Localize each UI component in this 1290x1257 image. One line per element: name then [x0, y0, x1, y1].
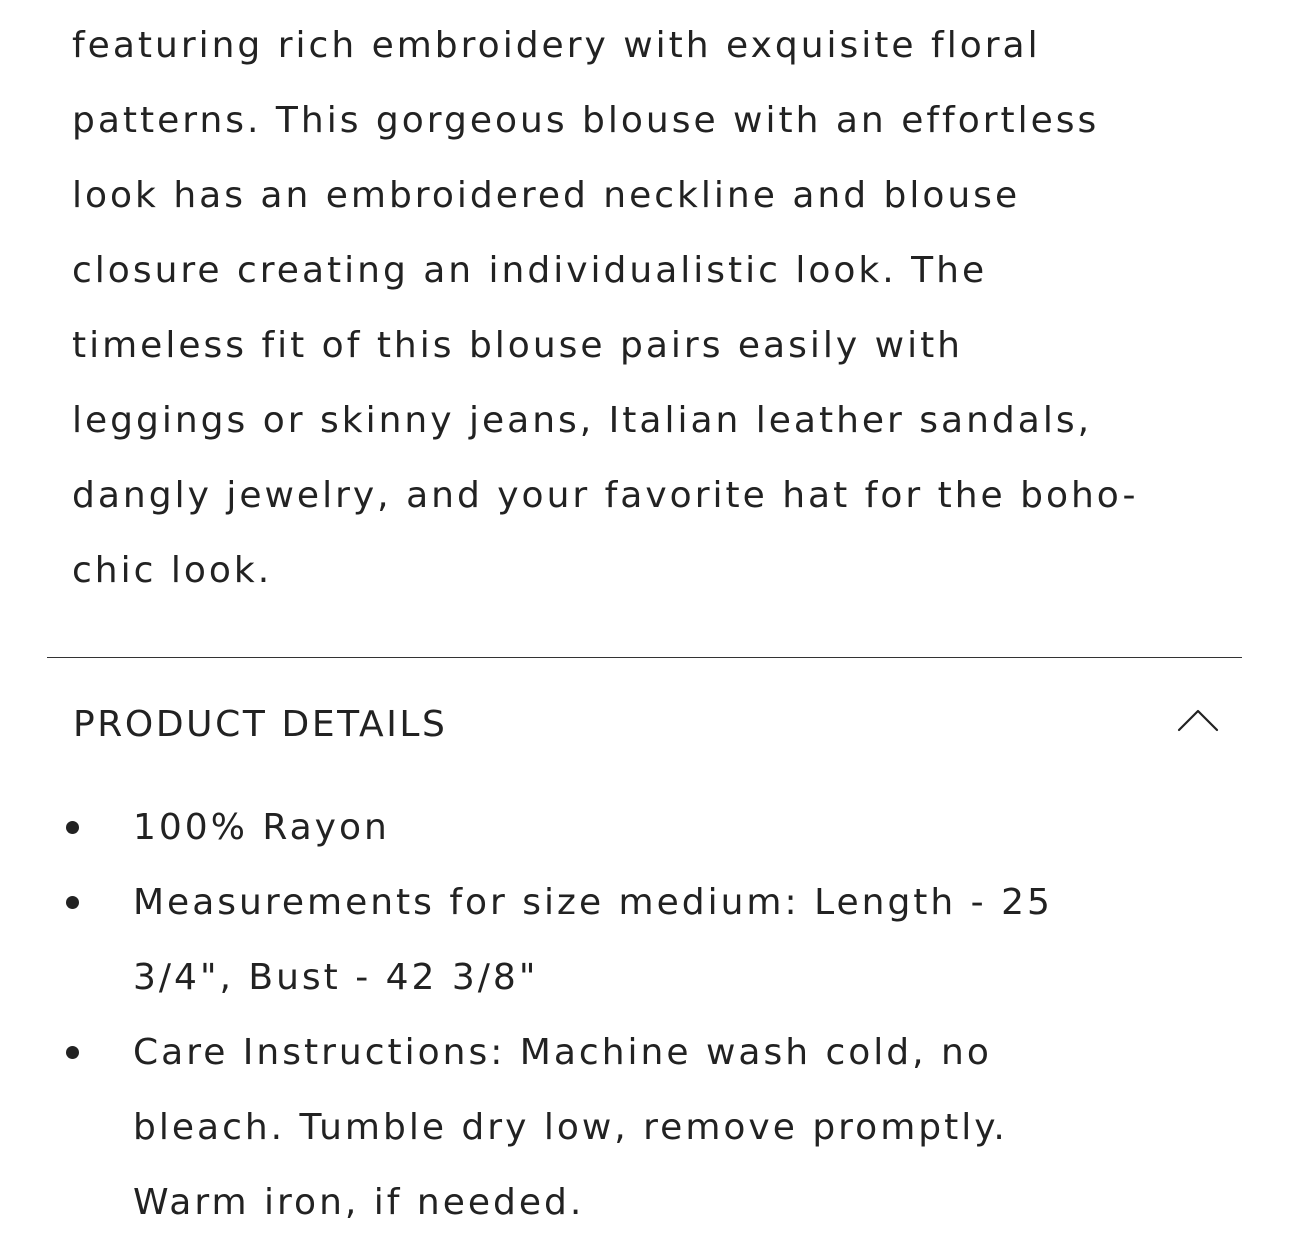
description-line: closure creating an individualistic look. The [72, 250, 988, 291]
product-details-title: PRODUCT DETAILS [73, 704, 448, 745]
description-line: featuring rich embroidery with exquisite floral [72, 25, 1041, 66]
bullet-icon [66, 1046, 79, 1059]
chevron-up-icon[interactable] [1175, 704, 1221, 734]
list-item [0, 1015, 1290, 1240]
list-item [0, 790, 1290, 865]
product-details-list [0, 790, 1290, 1240]
detail-text: Warm iron, if needed. [133, 1182, 585, 1223]
detail-text: 3/4", Bust - 42 3/8" [133, 957, 539, 998]
description-line: look has an embroidered neckline and blouse [72, 175, 1021, 216]
detail-text: Care Instructions: Machine wash cold, no [133, 1032, 992, 1073]
detail-text: bleach. Tumble dry low, remove promptly. [133, 1107, 1008, 1148]
description-line: dangly jewelry, and your favorite hat for the boho- [72, 475, 1139, 516]
bullet-icon [66, 821, 79, 834]
description-line: patterns. This gorgeous blouse with an effortless [72, 100, 1100, 141]
section-divider [47, 657, 1242, 658]
description-line: timeless fit of this blouse pairs easily with [72, 325, 963, 366]
detail-text: Measurements for size medium: Length - 25 [133, 882, 1053, 923]
list-item [0, 865, 1290, 1015]
bullet-icon [66, 896, 79, 909]
detail-text: 100% Rayon [133, 807, 390, 848]
product-details-accordion-toggle[interactable] [47, 690, 1242, 760]
description-line: leggings or skinny jeans, Italian leather sandals, [72, 400, 1093, 441]
description-line: chic look. [72, 550, 273, 591]
product-description [72, 8, 1262, 608]
